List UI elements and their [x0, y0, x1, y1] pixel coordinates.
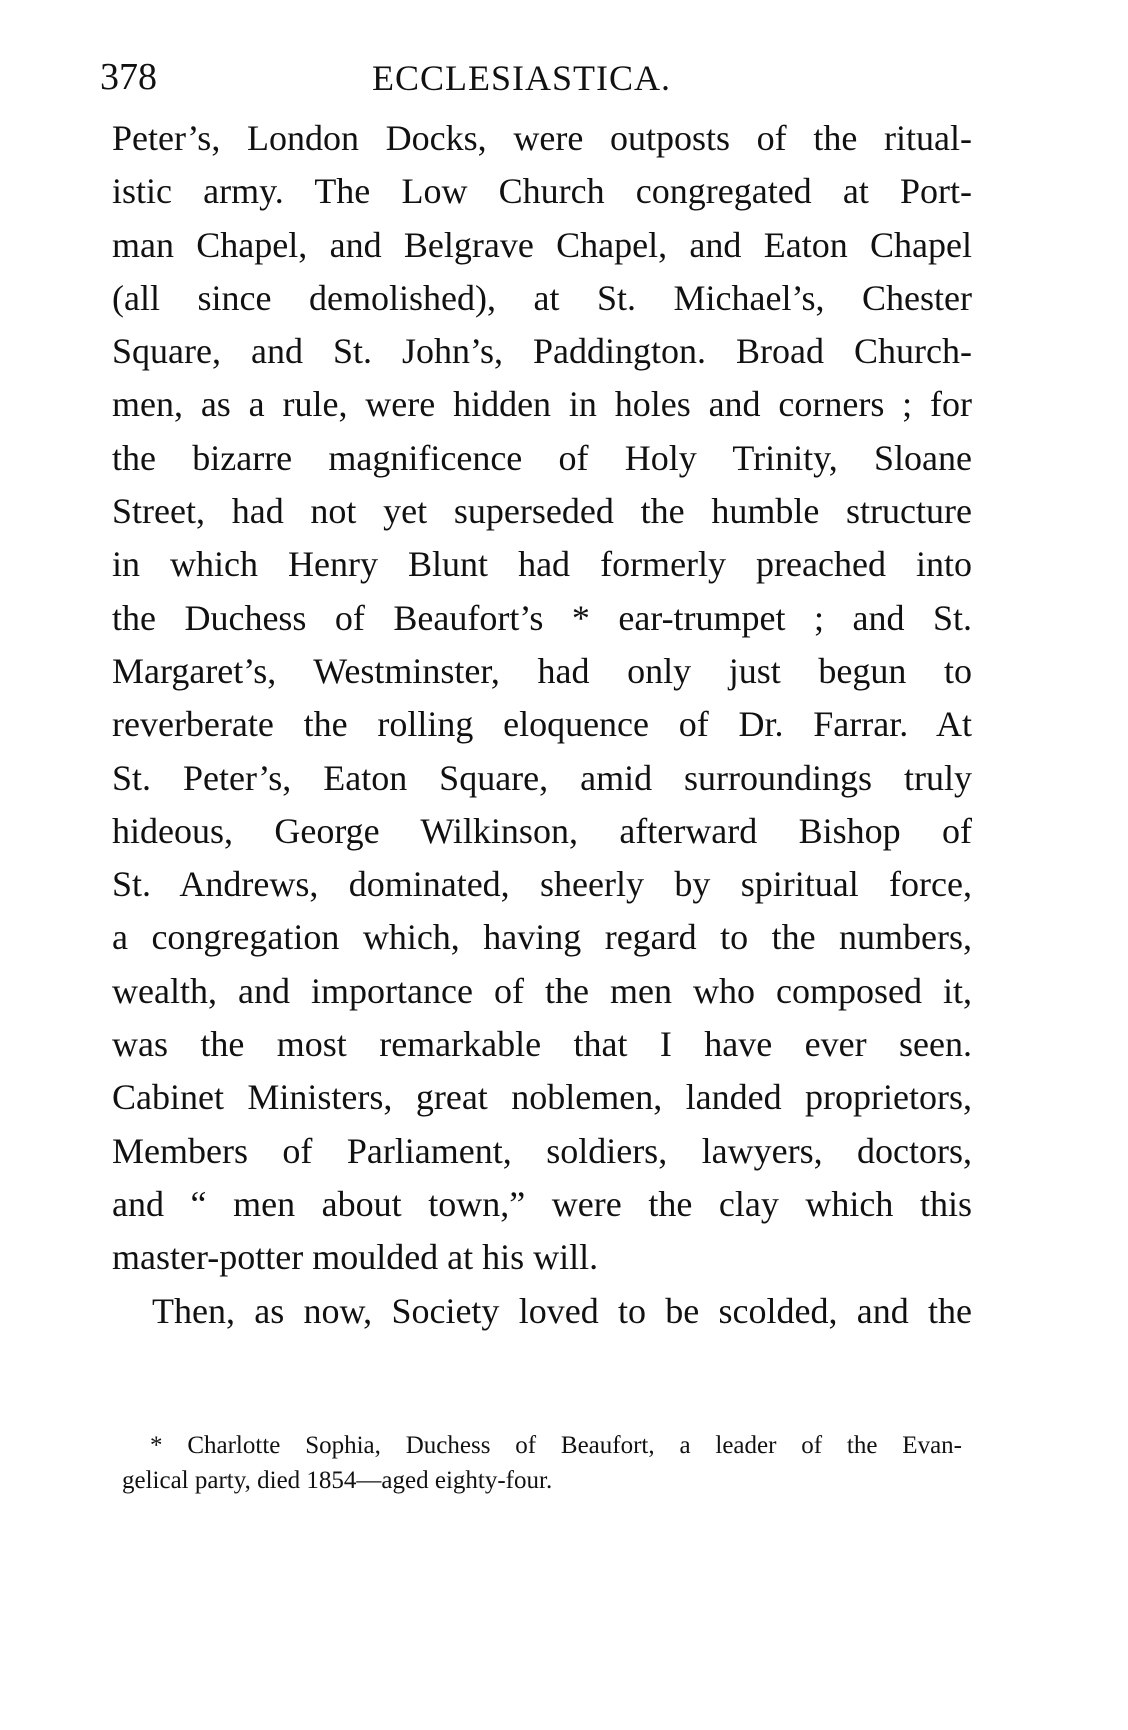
text-line: a congregation which, having regard to the numbers,: [112, 917, 972, 958]
text-line: the bizarre magnificence of Holy Trinity, Sloane: [112, 437, 972, 478]
text-line: Members of Parliament, soldiers, lawyers, doctors,: [112, 1130, 972, 1171]
text-line: Peter’s, London Docks, were outposts of the ritual-: [112, 118, 972, 158]
running-title: ECCLESIASTICA.: [372, 58, 672, 98]
footnote-line: gelical party, died 1854—aged eighty-four.: [122, 1467, 553, 1494]
text-line: Margaret’s, Westminster, had only just begun to: [112, 650, 972, 691]
text-line: was the most remarkable that I have ever seen.: [112, 1024, 972, 1065]
text-line: reverberate the rolling eloquence of Dr. Farrar. At: [112, 704, 972, 745]
text-line: the Duchess of Beaufort’s * ear-trumpet ; and St.: [112, 597, 972, 638]
text-line: hideous, George Wilkinson, afterward Bishop of: [112, 810, 972, 851]
text-line: St. Andrews, dominated, sheerly by spiritual force,: [112, 864, 972, 905]
text-line: Street, had not yet superseded the humble structure: [112, 491, 972, 532]
text-line: St. Peter’s, Eaton Square, amid surroundings truly: [112, 757, 972, 798]
page-number: 378: [100, 56, 157, 98]
text-line: Square, and St. John’s, Paddington. Broad Church-: [112, 331, 972, 372]
text-line: and “ men about town,” were the clay which this: [112, 1183, 972, 1224]
text-line: wealth, and importance of the men who composed it,: [112, 970, 972, 1011]
footnote: [122, 1428, 962, 1498]
text-line: Then, as now, Society loved to be scolded, and the: [152, 1290, 972, 1331]
text-line: man Chapel, and Belgrave Chapel, and Eaton Chapel: [112, 224, 972, 265]
text-line: master-potter moulded at his will.: [112, 1237, 599, 1278]
text-line: in which Henry Blunt had formerly preached into: [112, 544, 972, 585]
text-line: Cabinet Ministers, great noblemen, landed proprietors,: [112, 1077, 972, 1118]
text-line: (all since demolished), at St. Michael’s, Chester: [112, 277, 972, 318]
text-line: men, as a rule, were hidden in holes and corners ; for: [112, 384, 972, 425]
text-line: istic army. The Low Church congregated at Port-: [112, 171, 972, 212]
body-text: [112, 112, 972, 1338]
footnote-line: * Charlotte Sophia, Duchess of Beaufort, a leader of the Evan-: [150, 1432, 962, 1459]
